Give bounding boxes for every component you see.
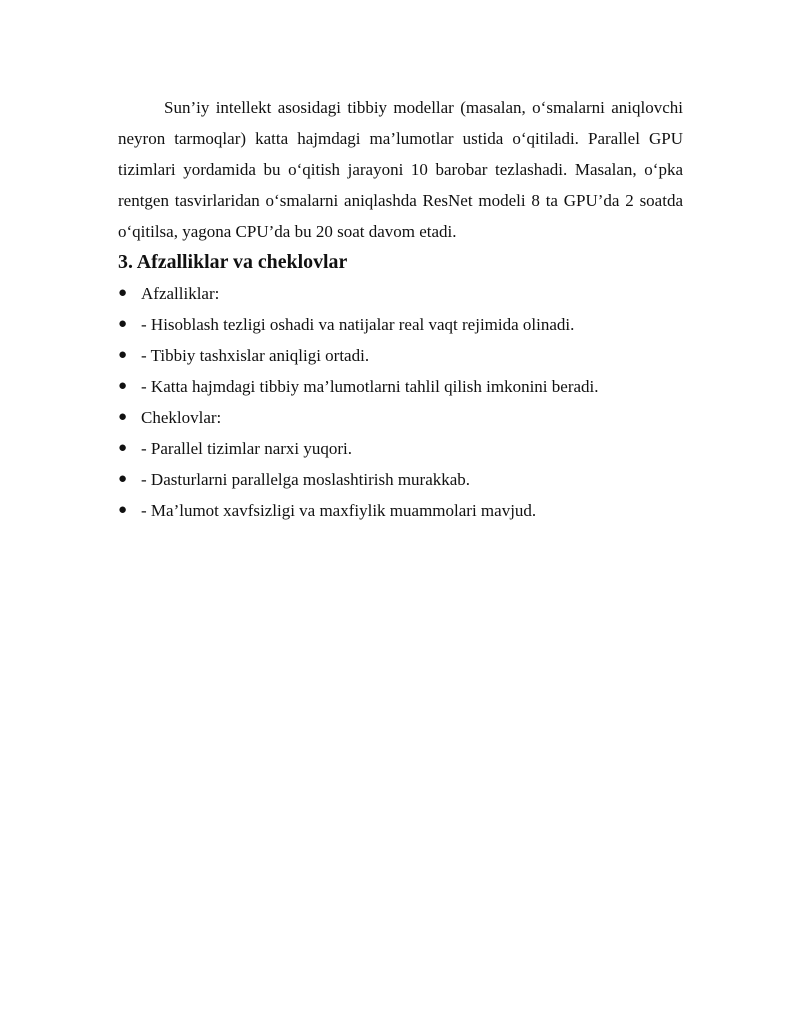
list-item <box>118 402 683 433</box>
list-item-text: - Katta hajmdagi tibbiy ma’lumotlarni tahlil qilish imkonini beradi. <box>141 377 599 396</box>
list-item <box>118 371 683 402</box>
bullet-icon: ● <box>118 378 128 394</box>
bullet-icon: ● <box>118 285 128 301</box>
bullet-icon: ● <box>118 440 128 456</box>
bullet-icon: ● <box>118 347 128 363</box>
list-item-text: Afzalliklar: <box>141 284 220 303</box>
list-item-text: Cheklovlar: <box>141 408 222 427</box>
body-paragraph: Sun’iy intellekt asosidagi tibbiy modellar (masalan, o‘smalarni aniqlovchi neyron tarmoqlar) katta hajmdagi ma’lumotlar ustida o‘qitiladi. Parallel GPU tizimlari yordamida bu o‘qitish jarayoni 10 barobar tezlashadi. Masalan, o‘pka rentgen tasvirlaridan o‘smalarni aniqlashda ResNet modeli 8 ta GPU’da 2 soatda o‘qitilsa, yagona CPU’da bu 20 soat davom etadi. <box>118 98 683 241</box>
list-item <box>118 433 683 464</box>
bullet-icon: ● <box>118 502 128 518</box>
list-item <box>118 278 683 309</box>
bullet-icon: ● <box>118 409 128 425</box>
list-item-text: - Ma’lumot xavfsizligi va maxfiylik muammolari mavjud. <box>141 501 537 520</box>
list-item <box>118 340 683 371</box>
bullet-icon: ● <box>118 471 128 487</box>
list-item-text: - Parallel tizimlar narxi yuqori. <box>141 439 353 458</box>
list-item <box>118 495 683 526</box>
list-item-text: - Hisoblash tezligi oshadi va natijalar real vaqt rejimida olinadi. <box>141 315 575 334</box>
page-content <box>118 92 683 526</box>
list-item-text: - Dasturlarni parallelga moslashtirish murakkab. <box>141 470 471 489</box>
bullet-icon: ● <box>118 316 128 332</box>
section-heading: 3. Afzalliklar va cheklovlar <box>118 251 348 273</box>
list-item-text: - Tibbiy tashxislar aniqligi ortadi. <box>141 346 370 365</box>
list-item <box>118 309 683 340</box>
bullet-list <box>118 278 683 526</box>
list-item <box>118 464 683 495</box>
